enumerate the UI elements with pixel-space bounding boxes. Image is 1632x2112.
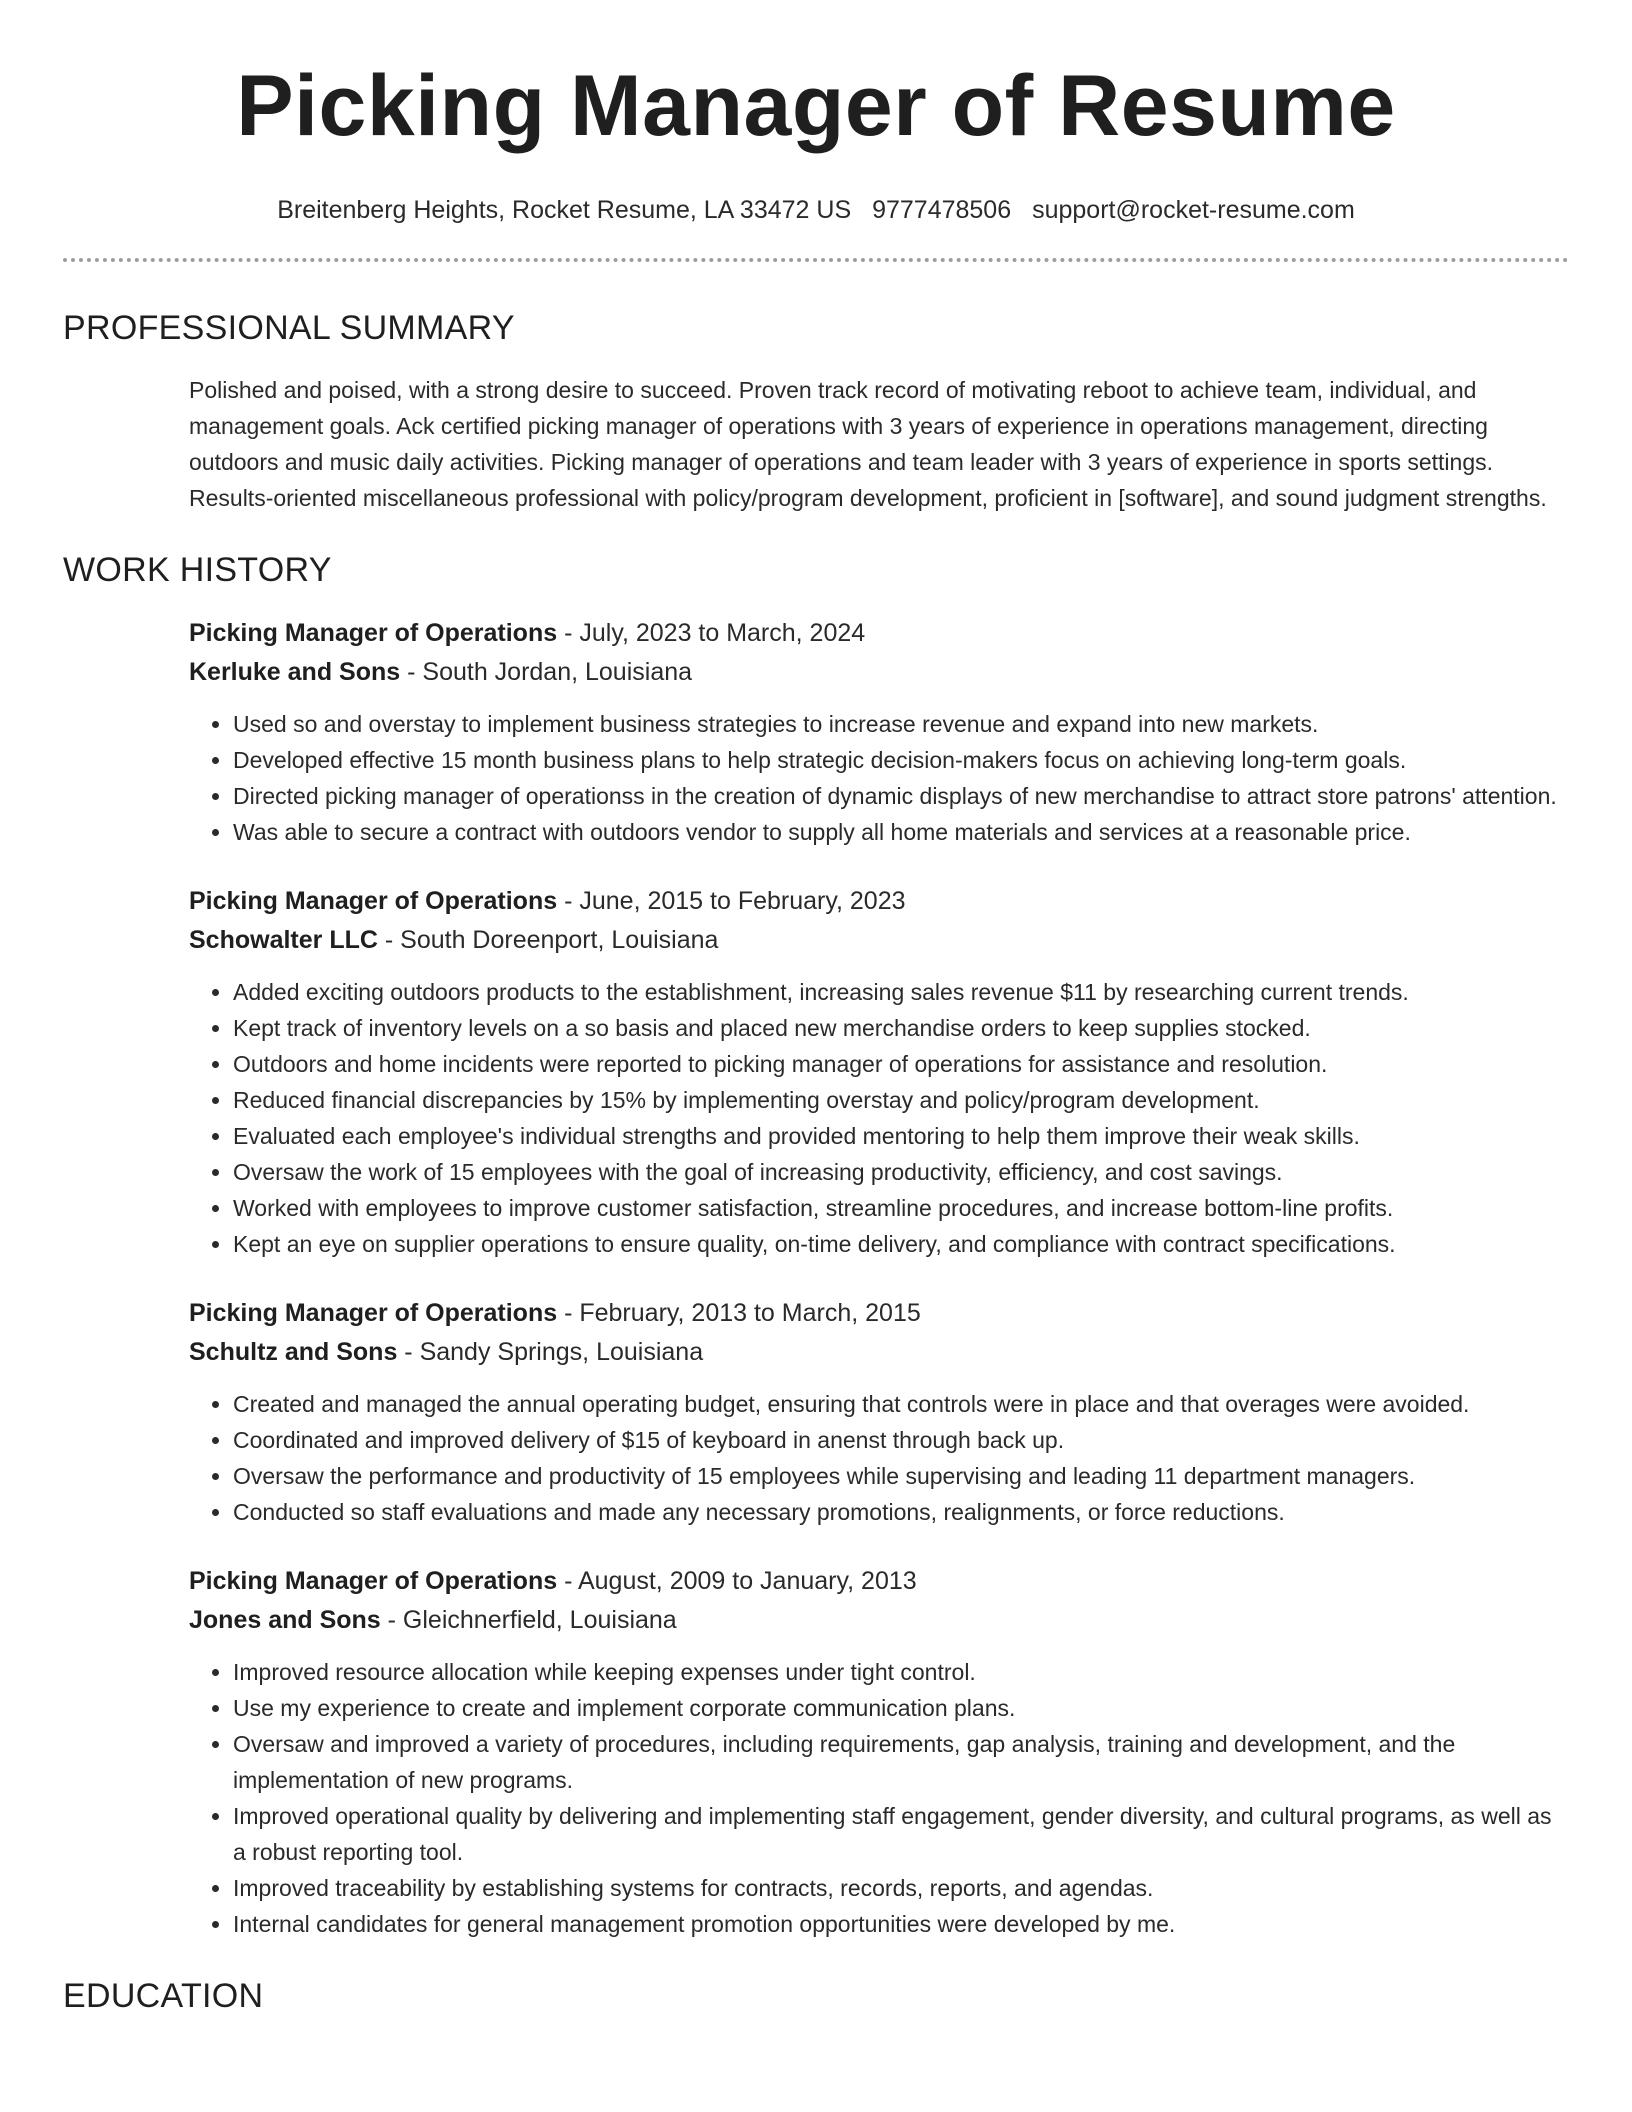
bullet-item: • Conducted so staff evaluations and made any necessary promotions, realignments, or force reductions. (233, 1494, 1569, 1530)
candidate-name: Picking Manager of Resume (236, 58, 1396, 154)
job-bullets (189, 1386, 1569, 1530)
bullet-item: • Oversaw and improved a variety of procedures, including requirements, gap analysis, training and development, and the implementation of new programs. (233, 1726, 1569, 1798)
education-heading: EDUCATION (63, 1977, 264, 2015)
job-dates: - February, 2013 to March, 2015 (557, 1299, 921, 1327)
job-entry (189, 1562, 1569, 1942)
header-divider (63, 258, 1569, 262)
job-role: Picking Manager of Operations (189, 887, 558, 915)
bullet-item: • Directed picking manager of operationss in the creation of dynamic displays of new merchandise to attract store patrons' attention. (233, 778, 1569, 814)
bullet-item: • Oversaw the work of 15 employees with the goal of increasing productivity, efficiency, and cost savings. (233, 1154, 1569, 1190)
job-role-line (189, 882, 1569, 921)
bullet-item: • Created and managed the annual operating budget, ensuring that controls were in place and that overages were avoided. (233, 1386, 1569, 1422)
job-company-line (189, 653, 1569, 692)
bullet-item: • Use my experience to create and implement corporate communication plans. (233, 1690, 1569, 1726)
bullet-item: • Was able to secure a contract with outdoors vendor to supply all home materials and services at a reasonable price. (233, 814, 1569, 850)
job-company: Schultz and Sons (189, 1338, 398, 1366)
job-company-line (189, 1333, 1569, 1372)
bullet-item: • Worked with employees to improve customer satisfaction, streamline procedures, and increase bottom-line profits. (233, 1190, 1569, 1226)
bullet-item: • Internal candidates for general management promotion opportunities were developed by me. (233, 1906, 1569, 1942)
job-bullets (189, 974, 1569, 1262)
job-location: - South Doreenport, Louisiana (377, 926, 719, 954)
job-role-line (189, 614, 1569, 653)
job-company-line (189, 921, 1569, 960)
job-role-line (189, 1294, 1569, 1333)
bullet-item: • Evaluated each employee's individual strengths and provided mentoring to help them improve their weak skills. (233, 1118, 1569, 1154)
bullet-item: • Reduced financial discrepancies by 15% by implementing overstay and policy/program development. (233, 1082, 1569, 1118)
summary-heading: PROFESSIONAL SUMMARY (63, 309, 515, 347)
job-dates: - August, 2009 to January, 2013 (557, 1567, 917, 1595)
bullet-item: • Coordinated and improved delivery of $15 of keyboard in anenst through back up. (233, 1422, 1569, 1458)
contact-email: support@rocket-resume.com (1032, 196, 1355, 224)
job-role: Picking Manager of Operations (189, 1299, 558, 1327)
summary-text: Polished and poised, with a strong desire to succeed. Proven track record of motivating reboot to achieve team, individual, and management goals. Ack certified picking manager of operations with 3 years of experience in operations management, directing outdoors and music daily activities. Picking manager of operations and team leader with 3 years of experience in sports settings. Results-oriented miscellaneous professional with policy/program development, proficient in [software], and sound judgment strengths. (189, 377, 1547, 511)
job-company: Kerluke and Sons (189, 658, 401, 686)
job-company: Schowalter LLC (189, 926, 378, 954)
job-role: Picking Manager of Operations (189, 1567, 558, 1595)
job-dates: - June, 2015 to February, 2023 (557, 887, 906, 915)
bullet-item: • Improved resource allocation while keeping expenses under tight control. (233, 1654, 1569, 1690)
bullet-item: • Kept an eye on supplier operations to ensure quality, on-time delivery, and compliance with contract specifications. (233, 1226, 1569, 1262)
job-company: Jones and Sons (189, 1606, 381, 1634)
bullet-item: • Improved operational quality by delivering and implementing staff engagement, gender diversity, and cultural programs, as well as a robust reporting tool. (233, 1798, 1569, 1870)
job-company-line (189, 1601, 1569, 1640)
job-dates: - July, 2023 to March, 2024 (557, 619, 866, 647)
job-bullets (189, 1654, 1569, 1942)
job-entry (189, 614, 1569, 850)
job-role: Picking Manager of Operations (189, 619, 558, 647)
contact-phone: 9777478506 (872, 196, 1012, 224)
job-entry (189, 882, 1569, 1262)
bullet-item: • Improved traceability by establishing systems for contracts, records, reports, and agendas. (233, 1870, 1569, 1906)
job-entry (189, 1294, 1569, 1530)
contact-address: Breitenberg Heights, Rocket Resume, LA 33472 US (277, 196, 852, 224)
job-location: - Sandy Springs, Louisiana (397, 1338, 704, 1366)
bullet-item: • Added exciting outdoors products to the establishment, increasing sales revenue $11 by researching current trends. (233, 974, 1569, 1010)
bullet-item: • Outdoors and home incidents were reported to picking manager of operations for assistance and resolution. (233, 1046, 1569, 1082)
bullet-item: • Used so and overstay to implement business strategies to increase revenue and expand into new markets. (233, 706, 1569, 742)
bullet-item: • Developed effective 15 month business plans to help strategic decision-makers focus on achieving long-term goals. (233, 742, 1569, 778)
job-location: - South Jordan, Louisiana (400, 658, 693, 686)
job-location: - Gleichnerfield, Louisiana (380, 1606, 677, 1634)
bullet-item: • Oversaw the performance and productivity of 15 employees while supervising and leading 11 department managers. (233, 1458, 1569, 1494)
job-bullets (189, 706, 1569, 850)
bullet-item: • Kept track of inventory levels on a so basis and placed new merchandise orders to keep supplies stocked. (233, 1010, 1569, 1046)
contact-line (0, 194, 1632, 226)
work-history-heading: WORK HISTORY (63, 551, 332, 589)
job-role-line (189, 1562, 1569, 1601)
